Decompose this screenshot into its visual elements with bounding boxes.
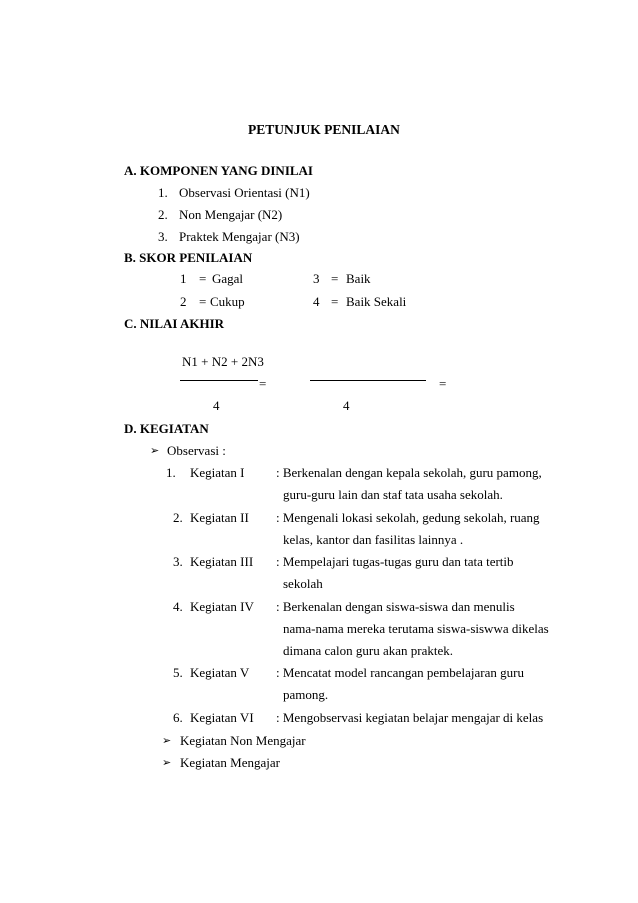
activity-name: Kegiatan II	[190, 510, 249, 525]
activity-description: : Mempelajari tugas-tugas guru dan tata tertib	[276, 554, 514, 569]
activity-description: nama-nama mereka terutama siswa-siswwa dikelas	[283, 621, 549, 636]
activity-description: guru-guru lain dan staf tata usaha sekolah.	[283, 487, 503, 502]
bullet-item: Kegiatan Mengajar	[180, 755, 280, 770]
activity-name: Kegiatan I	[190, 465, 245, 480]
activity-name: Kegiatan V	[190, 665, 250, 680]
list-item-number: 1.	[158, 185, 168, 200]
activity-number: 4.	[173, 599, 183, 614]
list-item: Praktek Mengajar (N3)	[179, 229, 300, 244]
score-equals: =	[331, 294, 339, 309]
formula-denominator: 4	[343, 398, 350, 413]
activity-number: 6.	[173, 710, 183, 725]
arrow-bullet-icon: ➢	[162, 757, 172, 769]
activity-number: 2.	[173, 510, 183, 525]
fraction-line	[310, 380, 426, 381]
arrow-bullet-icon: ➢	[162, 735, 172, 747]
formula-numerator: N1 + N2 + 2N3	[182, 354, 264, 369]
score-equals: =	[331, 271, 339, 286]
activity-description: dimana calon guru akan praktek.	[283, 643, 454, 658]
formula-denominator: 4	[213, 398, 220, 413]
page-title: PETUNJUK PENILAIAN	[248, 122, 400, 137]
section-b-heading: B. SKOR PENILAIAN	[124, 250, 253, 265]
section-d-heading: D. KEGIATAN	[124, 421, 209, 436]
activity-description: : Berkenalan dengan kepala sekolah, guru pamong,	[276, 465, 542, 480]
score-number: 1	[180, 271, 187, 286]
list-item: Non Mengajar (N2)	[179, 207, 283, 222]
score-equals: =	[199, 294, 207, 309]
activity-number: 5.	[173, 665, 183, 680]
activity-name: Kegiatan III	[190, 554, 254, 569]
activity-name: Kegiatan VI	[190, 710, 254, 725]
list-item-number: 2.	[158, 207, 168, 222]
activity-description: : Mengenali lokasi sekolah, gedung sekolah, ruang	[276, 510, 540, 525]
section-a-heading: A. KOMPONEN YANG DINILAI	[124, 163, 313, 178]
fraction-line	[180, 380, 258, 381]
arrow-bullet-icon: ➢	[150, 445, 160, 457]
activity-description: : Mengobservasi kegiatan belajar mengajar di kelas	[276, 710, 544, 725]
score-number: 3	[313, 271, 320, 286]
activity-description: pamong.	[283, 687, 329, 702]
score-label: Gagal	[212, 271, 244, 286]
score-equals: =	[199, 271, 207, 286]
activity-number: 3.	[173, 554, 183, 569]
section-c-heading: C. NILAI AKHIR	[124, 316, 225, 331]
formula-equals: =	[259, 376, 267, 391]
observasi-label: Observasi :	[167, 443, 226, 458]
activity-number: 1.	[166, 465, 176, 480]
formula-equals: =	[439, 376, 447, 391]
activity-name: Kegiatan IV	[190, 599, 254, 614]
score-number: 2	[180, 294, 187, 309]
activity-description: : Mencatat model rancangan pembelajaran guru	[276, 665, 524, 680]
bullet-item: Kegiatan Non Mengajar	[180, 733, 306, 748]
score-number: 4	[313, 294, 320, 309]
activity-description: sekolah	[283, 576, 323, 591]
score-label: Baik Sekali	[346, 294, 407, 309]
activity-description: : Berkenalan dengan siswa-siswa dan menulis	[276, 599, 515, 614]
score-label: Cukup	[210, 294, 245, 309]
list-item: Observasi Orientasi (N1)	[179, 185, 310, 200]
list-item-number: 3.	[158, 229, 168, 244]
activity-description: kelas, kantor dan fasilitas lainnya .	[283, 532, 464, 547]
score-label: Baik	[346, 271, 371, 286]
